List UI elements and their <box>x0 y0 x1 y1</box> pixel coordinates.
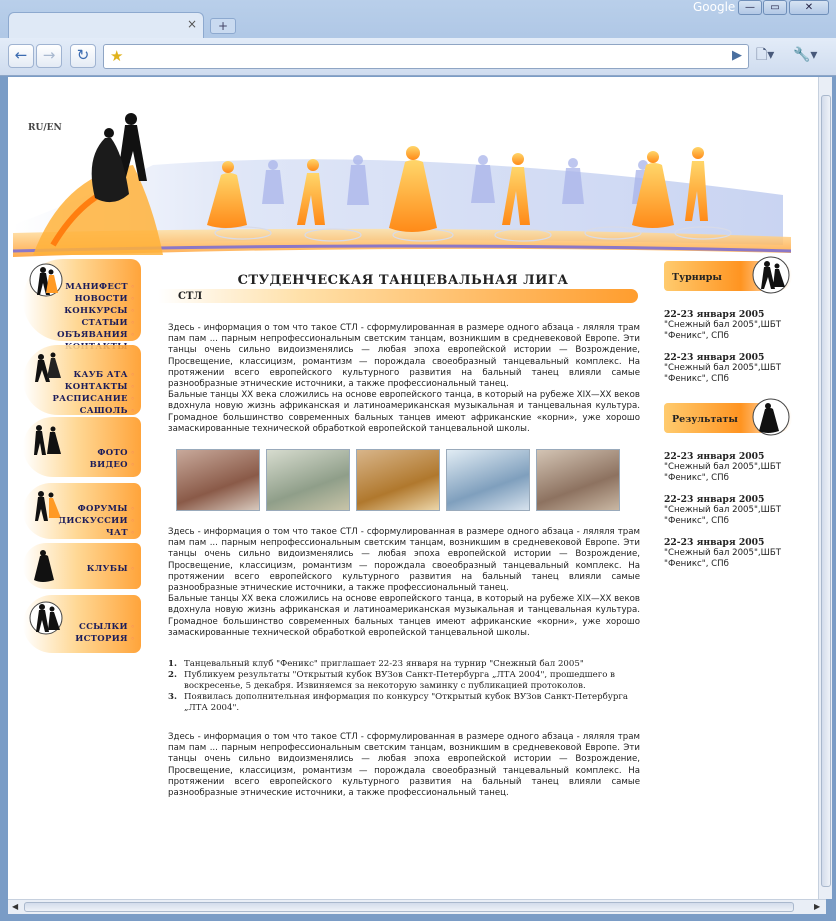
history-paragraph: Бальные танцы XX века сложились на основе европейского танца, в который на рубеже XIX—XX веков вдохнула новую жизнь африканская и латиноамериканская музыкальная и танцевальная культура. Громадное большинство современных бальных танцев имеют африканские «корни», уже хорошо замаскированные технической обработкой европейской танцевальной школы. <box>168 390 640 434</box>
gallery-photo[interactable] <box>536 449 620 511</box>
page-viewport <box>8 77 826 899</box>
result-text: "Снежный бал 2005",ШБТ "Феникс", СПб <box>664 462 782 483</box>
news-item[interactable]: Танцевальный клуб "Феникс" приглашает 22-23 января на турнир "Снежный бал 2005" <box>184 659 584 670</box>
nav-item-clubs[interactable]: КЛУБЫ ◦ <box>87 563 135 575</box>
scroll-right-icon[interactable]: ▶ <box>814 902 821 911</box>
nav-item-video[interactable]: ВИДЕО ◦ <box>90 459 135 471</box>
nav-item-articles[interactable]: СТАТЫИ ◦ <box>57 317 135 329</box>
bookmark-star-icon[interactable]: ★ <box>110 47 124 65</box>
horizontal-scrollbar[interactable] <box>8 899 826 914</box>
photo-gallery <box>176 449 640 511</box>
tools-menu-button[interactable]: 🔧▾ <box>793 47 818 63</box>
dancer-couple-icon <box>752 397 790 437</box>
nav-group-club <box>23 345 141 415</box>
vertical-scroll-thumb[interactable] <box>821 95 831 887</box>
nav-item-announcements[interactable]: ОБЪЯВАНИЯ ◦ <box>57 329 135 341</box>
tournaments-heading[interactable]: Турниры <box>672 272 722 283</box>
dancers-banner <box>13 105 791 265</box>
vertical-scrollbar[interactable] <box>818 77 832 899</box>
go-icon[interactable]: ▶ <box>732 48 742 63</box>
dancer-couple-icon <box>752 255 790 295</box>
browser-toolbar <box>0 38 836 76</box>
tournament-date: 22-23 января 2005 <box>664 309 765 320</box>
nav-item-manifest[interactable]: МАНИФЕСТ ◦ <box>57 281 135 293</box>
forward-button[interactable]: → <box>36 44 62 68</box>
news-list <box>168 659 640 714</box>
section-label: СТЛ <box>178 291 203 302</box>
new-tab-button[interactable]: + <box>210 18 236 34</box>
gallery-photo[interactable] <box>446 449 530 511</box>
nav-item-news[interactable]: НОВОСТИ ◦ <box>57 293 135 305</box>
reload-button[interactable]: ↻ <box>70 44 96 68</box>
gallery-photo[interactable] <box>176 449 260 511</box>
result-item[interactable] <box>664 537 794 570</box>
intro-paragraph: Здесь - информация о том что такое СТЛ - сформулированная в размере одного абзаца - ляляля трам пам пам ... парным непрофессиональным светским танцам, возникшим в средневековой Европе. Эти танцы очень сильно видоизменялись — любая эпоха европейской истории — Возрождение, Просвещение, классицизм, романтизм — порождала своеобразный танцевальный комплекс. На протяжении всего европейского культурного развития на бальный танец влияли самые разнообразные этнические источники, а также профессиональный танец. <box>168 323 640 390</box>
site-title: СТУДЕНЧЕСКАЯ ТАНЦЕВАЛЬНАЯ ЛИГА <box>237 273 569 288</box>
close-window-button[interactable]: ✕ <box>789 0 829 15</box>
nav-item-forums[interactable]: ФОРУМЫ ◦ <box>59 503 135 515</box>
result-date: 22-23 января 2005 <box>664 494 765 505</box>
horizontal-scroll-thumb[interactable] <box>24 902 794 912</box>
outro-paragraph: Здесь - информация о том что такое СТЛ - сформулированная в размере одного абзаца - ляляля трам пам пам ... парным непрофессиональным светским танцам, возникшим в средневековой Европе. Эти танцы очень сильно видоизменялись — любая эпоха европейской истории — Возрождение, Просвещение, классицизм, романтизм — порождала своеобразный танцевальный комплекс. На протяжении всего европейского культурного развития на бальный танец влияли самые разнообразные этнические источники, а также профессиональный танец. <box>168 732 640 799</box>
page-menu-button[interactable]: 🗋▾ <box>756 47 775 63</box>
dancer-couple-icon <box>29 421 63 459</box>
maximize-button[interactable]: ▭ <box>763 0 787 15</box>
history-paragraph: Бальные танцы XX века сложились на основе европейского танца, в который на рубеже XIX—XX веков вдохнула новую жизнь африканская и латиноамериканская музыкальная и танцевальная культура. Громадное большинство современных бальных танцев имеют африканские «корни», уже хорошо замаскированные технической обработкой европейской танцевальной школы. <box>168 594 640 638</box>
browser-brand: Google <box>693 0 736 14</box>
tournament-text: "Снежный бал 2005",ШБТ "Феникс", СПб <box>664 363 782 384</box>
tournament-date: 22-23 января 2005 <box>664 352 765 363</box>
language-switch[interactable]: RU/EN <box>28 123 62 133</box>
nav-item-club[interactable]: КАУБ АТА ◦ <box>52 369 135 381</box>
nav-group-media <box>23 417 141 477</box>
tournaments-header <box>664 255 792 299</box>
result-date: 22-23 января 2005 <box>664 537 765 548</box>
nav-item-discussions[interactable]: ДИСКУССИИ ◦ <box>59 515 135 527</box>
news-item[interactable]: Публикуем результаты "Открытый кубок ВУЗов Санкт-Петербурга „ЛТА 2004", прошедшего в воскресенье, 5 декабря. Извиняемся за некоторую заминку с публикацией протоколов. <box>184 670 615 692</box>
nav-item-photo[interactable]: ФОТО ◦ <box>90 447 135 459</box>
results-header <box>664 397 792 441</box>
nav-item-chat[interactable]: ЧАТ ◦ <box>59 527 135 539</box>
scroll-left-icon[interactable]: ◀ <box>12 902 19 911</box>
nav-item-contests[interactable]: КОНКУРСЫ ◦ <box>57 305 135 317</box>
tournament-text: "Снежный бал 2005",ШБТ "Феникс", СПб <box>664 320 782 341</box>
result-item[interactable] <box>664 451 794 484</box>
result-date: 22-23 января 2005 <box>664 451 765 462</box>
intro-paragraph: Здесь - информация о том что такое СТЛ - сформулированная в размере одного абзаца - ляляля трам пам пам ... парным непрофессиональным светским танцам, возникшим в средневековой Европе. Эти танцы очень сильно видоизменялись — любая эпоха европейской истории — Возрождение, Просвещение, классицизм, романтизм — порождала своеобразный танцевальный комплекс. На протяжении всего европейского культурного развития на бальный танец влияли самые разнообразные этнические источники, а также профессиональный танец. <box>168 527 640 594</box>
tournament-item[interactable] <box>664 352 794 385</box>
minimize-button[interactable]: — <box>738 0 762 15</box>
section-bar <box>158 289 638 303</box>
main-content <box>168 323 640 799</box>
address-bar[interactable] <box>103 44 749 69</box>
nav-group-forum <box>23 483 141 539</box>
gallery-photo[interactable] <box>266 449 350 511</box>
dancer-couple-icon <box>29 547 63 585</box>
gallery-photo[interactable] <box>356 449 440 511</box>
back-button[interactable]: ← <box>8 44 34 68</box>
nav-group-clubs <box>23 543 141 589</box>
nav-item-school[interactable]: САШОЛЬ ◦ <box>52 405 135 417</box>
browser-tab[interactable] <box>8 12 204 38</box>
nav-item-club-contacts[interactable]: КОНТАКТЫ ◦ <box>52 381 135 393</box>
right-column <box>664 255 794 570</box>
nav-group-links <box>23 595 141 653</box>
close-tab-icon[interactable]: × <box>186 17 197 31</box>
results-heading[interactable]: Результаты <box>672 414 738 425</box>
nav-item-history[interactable]: ИСТОРИЯ ◦ <box>75 633 135 645</box>
tournament-item[interactable] <box>664 309 794 342</box>
dancer-couple-icon <box>29 599 63 637</box>
result-text: "Снежный бал 2005",ШБТ "Феникс", СПб <box>664 548 782 569</box>
result-item[interactable] <box>664 494 794 527</box>
nav-group-main <box>23 259 141 341</box>
result-text: "Снежный бал 2005",ШБТ "Феникс", СПб <box>664 505 782 526</box>
news-item[interactable]: Появилась дополнительная информация по конкурсу "Открытый кубок ВУЗов Санкт-Петербурга „ЛТА 2004". <box>184 692 628 714</box>
nav-item-schedule[interactable]: РАСПИСАНИЕ ◦ <box>52 393 135 405</box>
browser-chrome <box>0 0 836 76</box>
nav-item-links[interactable]: ССЫЛКИ ◦ <box>75 621 135 633</box>
